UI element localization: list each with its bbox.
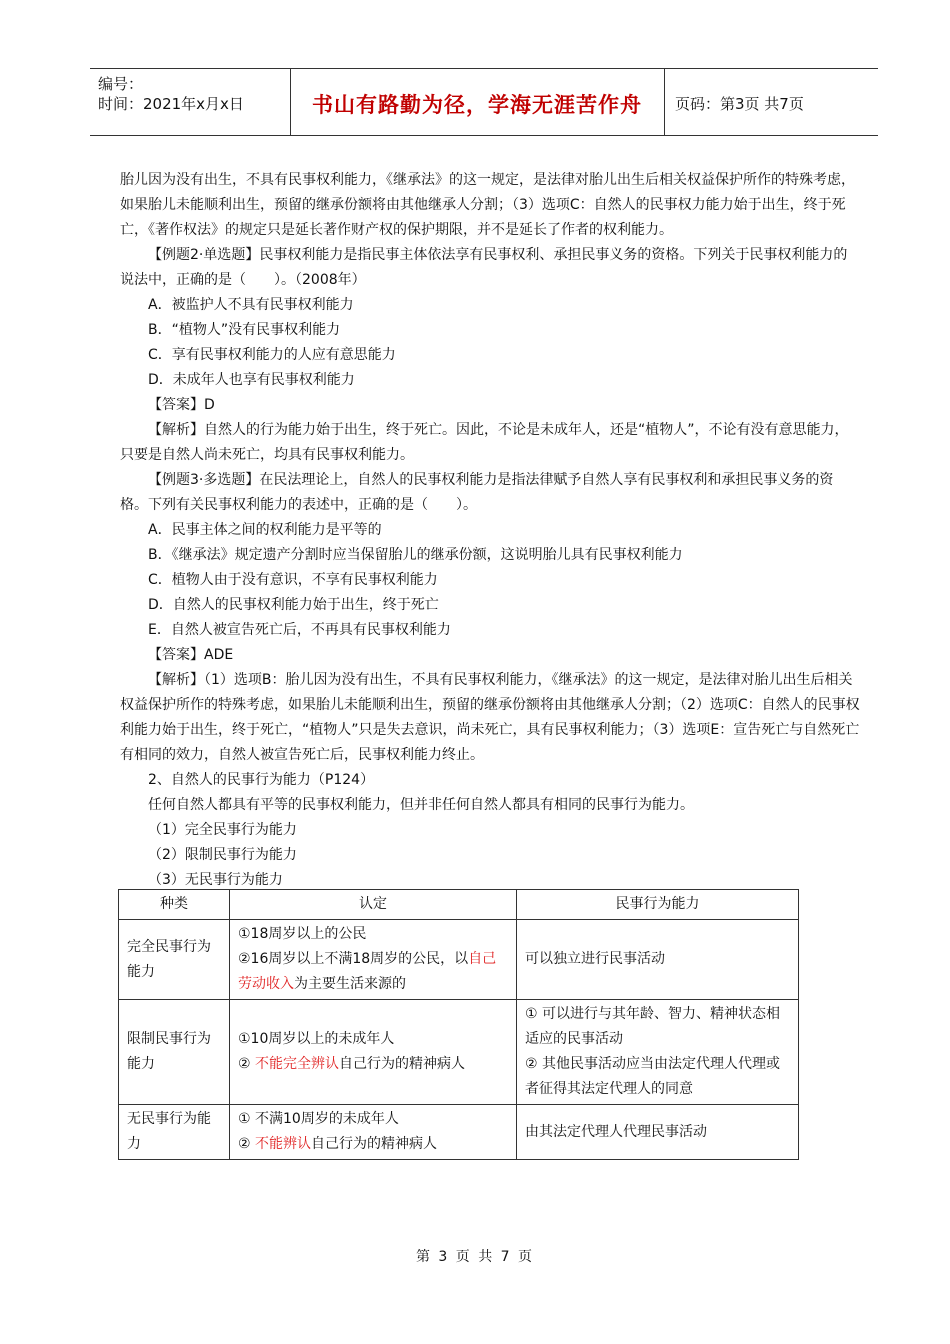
table-row [119, 920, 799, 1000]
analysis-text: 自然人的行为能力始于出生，终于死亡。因此，不论是未成年人，还是“植物人”，不论有没有意思能力，只要是自然人尚未死亡，均具有民事权利能力。 [120, 422, 849, 463]
row-capacity-none: 由其法定代理人代理民事活动 [517, 1105, 799, 1160]
highlight-text: 不能辨认 [255, 1136, 312, 1152]
row-capacity-limited [517, 1000, 799, 1105]
row-type-full: 完全民事行为能力 [119, 920, 230, 1000]
section-2-item-1: （1）完全民事行为能力 [148, 822, 297, 838]
serial-label: 编号： [98, 75, 144, 93]
example-2-option-b: B．“植物人”没有民事权利能力 [148, 322, 341, 338]
row-type-none: 无民事行为能力 [119, 1105, 230, 1160]
answer-label: 【答案】 [148, 647, 204, 663]
example-2-answer [120, 393, 860, 418]
example-3-text: 在民法理论上，自然人的民事权利能力是指法律赋予自然人享有民事权利和承担民事义务的资格。下列有关民事权利能力的表述中，正确的是（ ）。 [120, 472, 834, 513]
header-page-info: 页码：第3页 共7页 [675, 95, 804, 113]
analysis-label: 【解析】 [148, 422, 204, 438]
highlight-text: 自己劳动收入 [238, 951, 497, 992]
example-2-label: 【例题2·单选题】 [148, 247, 260, 263]
example-3-question [120, 468, 860, 518]
time-label: 时间：2021年x月x日 [98, 95, 244, 113]
section-2-item-3: （3）无民事行为能力 [148, 872, 283, 888]
criteria-text: ② [238, 1056, 256, 1072]
example-2-option-d: D．未成年人也享有民事权利能力 [148, 372, 355, 388]
page-footer: 第 3 页 共 7 页 [415, 1249, 535, 1265]
example-3-label: 【例题3·多选题】 [148, 472, 260, 488]
example-3-option-c: C．植物人由于没有意识，不享有民事权利能力 [148, 572, 438, 588]
table-row [119, 1000, 799, 1105]
capacity-table [118, 889, 799, 1160]
criteria-text: 自己行为的精神病人 [339, 1056, 466, 1072]
table-header-row [119, 890, 799, 920]
example-3-answer [120, 643, 860, 668]
header-motto: 书山有路勤为径，学海无涯苦作舟 [312, 93, 642, 117]
row-criteria-none [230, 1105, 517, 1160]
row-capacity-full: 可以独立进行民事活动 [517, 920, 799, 1000]
criteria-line [238, 1132, 508, 1157]
example-2-option-a: A．被监护人不具有民事权利能力 [148, 297, 354, 313]
answer-label: 【答案】 [148, 397, 204, 413]
capacity-line: ② 其他民事活动应当由法定代理人代理或者征得其法定代理人的同意 [525, 1056, 780, 1097]
example-2-analysis [120, 418, 860, 468]
criteria-text: 自己行为的精神病人 [311, 1136, 438, 1152]
analysis-label: 【解析】 [148, 672, 204, 688]
criteria-line [238, 1052, 508, 1077]
example-3-option-d: D．自然人的民事权利能力始于出生，终于死亡 [148, 597, 439, 613]
page-header [90, 68, 878, 136]
analysis-text: （1）选项B：胎儿因为没有出生，不具有民事权利能力，《继承法》的这一规定，是法律对胎儿出生后相关权益保护所作的特殊考虑，如果胎儿未能顺利出生，预留的继承份额将由其他继承人分割；（2）选项C：自然人的民事权利能力始于出生，终于死亡，“植物人”只是失去意识，尚未死亡，具有民事权利能力；（3）选项E：宣告死亡与自然死亡有相同的效力，自然人被宣告死亡后，民事权利能力终止。 [120, 672, 860, 763]
section-2-item-2: （2）限制民事行为能力 [148, 847, 297, 863]
example-3-option-e: E．自然人被宣告死亡后，不再具有民事权利能力 [148, 622, 451, 638]
document-body [120, 168, 860, 893]
row-criteria-full [230, 920, 517, 1000]
example-2-question [120, 243, 860, 293]
criteria-line [238, 947, 508, 997]
table-header-capacity: 民事行为能力 [517, 890, 799, 920]
answer-value: D [204, 397, 215, 413]
header-page-cell [665, 69, 878, 135]
intro-paragraph: 胎儿因为没有出生，不具有民事权利能力，《继承法》的这一规定，是法律对胎儿出生后相关权益保护所作的特殊考虑，如果胎儿未能顺利出生，预留的继承份额将由其他继承人分割；（3）选项C：自然人的民事权力能力始于出生，终于死亡，《著作权法》的规定只是延长著作财产权的保护期限，并不是延长了作者的权利能力。 [120, 172, 855, 238]
criteria-line: ①18周岁以上的公民 [238, 926, 367, 942]
criteria-text: ② [238, 1136, 256, 1152]
capacity-line: ① 可以进行与其年龄、智力、精神状态相适应的民事活动 [525, 1006, 780, 1047]
row-type-limited: 限制民事行为能力 [119, 1000, 230, 1105]
answer-value: ADE [204, 647, 234, 663]
table-row [119, 1105, 799, 1160]
header-motto-cell [290, 69, 665, 135]
section-2-title: 2、自然人的民事行为能力（P124） [148, 772, 375, 788]
header-left-cell [90, 69, 291, 135]
example-2-option-c: C．享有民事权利能力的人应有意思能力 [148, 347, 396, 363]
table-header-criteria: 认定 [230, 890, 517, 920]
example-3-analysis [120, 668, 860, 768]
highlight-text: 不能完全辨认 [255, 1056, 340, 1072]
section-2-text: 任何自然人都具有平等的民事权利能力，但并非任何自然人都具有相同的民事行为能力。 [148, 797, 694, 813]
table-header-type: 种类 [119, 890, 230, 920]
criteria-text: 为主要生活来源的 [294, 976, 406, 992]
criteria-line: ①10周岁以上的未成年人 [238, 1031, 395, 1047]
criteria-text: ②16周岁以上不满18周岁的公民，以 [238, 951, 469, 967]
criteria-line: ① 不满10周岁的未成年人 [238, 1111, 399, 1127]
row-criteria-limited [230, 1000, 517, 1105]
example-3-option-a: A．民事主体之间的权利能力是平等的 [148, 522, 382, 538]
example-3-option-b: B．《继承法》规定遗产分割时应当保留胎儿的继承份额，这说明胎儿具有民事权利能力 [148, 547, 683, 563]
example-2-text: 民事权利能力是指民事主体依法享有民事权利、承担民事义务的资格。下列关于民事权利能力的说法中，正确的是（ ）。（2008年） [120, 247, 848, 288]
